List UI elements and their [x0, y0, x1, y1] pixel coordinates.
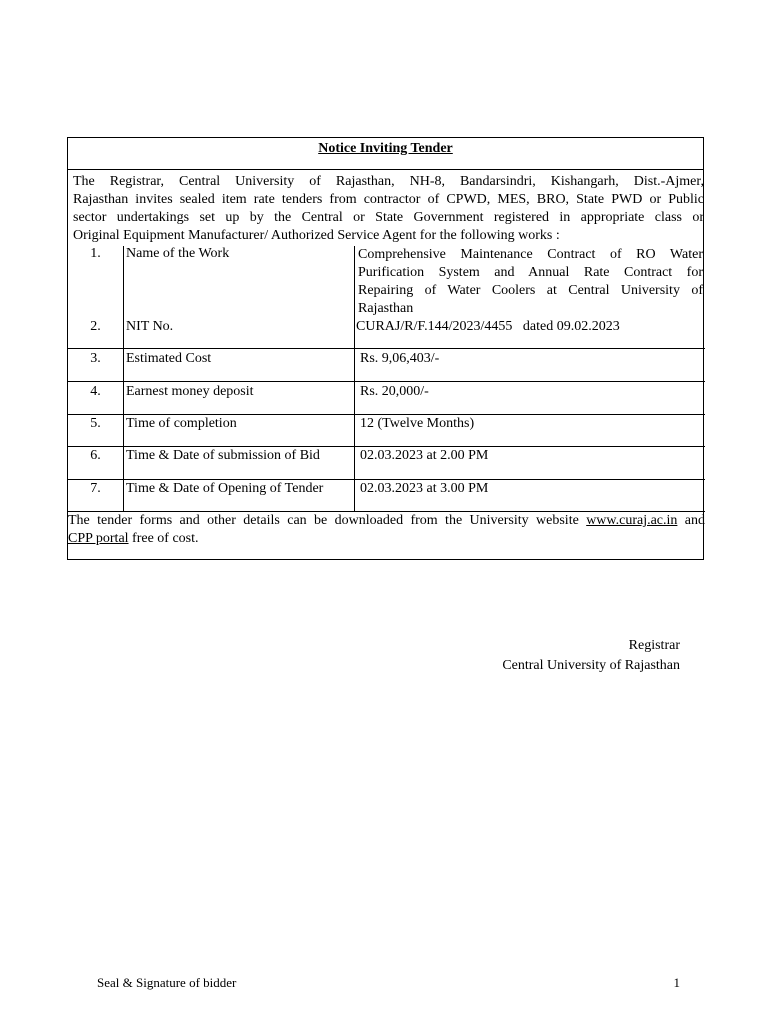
item-label: Time & Date of Opening of Tender — [126, 481, 324, 496]
intro-paragraph — [73, 173, 704, 245]
intro-line: Rajasthan invites sealed item rate tenders from contractor of CPWD, MES, BRO, State PWD or Public — [73, 192, 704, 207]
notice-title: Notice Inviting Tender — [68, 138, 703, 170]
row-divider — [68, 414, 705, 415]
item-number: 7. — [90, 481, 101, 496]
item-label: Name of the Work — [126, 246, 230, 261]
item-value — [358, 246, 703, 318]
footer-text-and: and — [677, 513, 706, 528]
seal-signature-label: Seal & Signature of bidder — [97, 975, 237, 990]
footer-line — [68, 512, 705, 530]
row-divider — [68, 348, 705, 349]
row-divider — [68, 381, 705, 382]
item-value-line: Comprehensive Maintenance Contract of RO Water — [358, 247, 703, 262]
item-value: 12 (Twelve Months) — [360, 416, 475, 431]
row-divider — [68, 479, 705, 480]
item-label: Estimated Cost — [126, 351, 212, 366]
footer-text-end: free of cost. — [128, 531, 199, 546]
footer-line — [68, 530, 705, 548]
item-label: NIT No. — [126, 319, 174, 334]
website-link[interactable]: www.curaj.ac.in — [586, 513, 678, 528]
column-divider — [123, 246, 124, 511]
footer-paragraph — [68, 512, 705, 548]
signatory-organization: Central University of Rajasthan — [502, 658, 680, 673]
item-value: Rs. 20,000/- — [360, 384, 429, 399]
item-number: 4. — [90, 384, 101, 399]
item-value-line: Repairing of Water Coolers at Central University of — [358, 283, 703, 298]
item-value: 02.03.2023 at 3.00 PM — [360, 481, 489, 496]
item-value: CURAJ/R/F.144/2023/4455 dated 09.02.2023 — [356, 319, 620, 334]
item-label: Time of completion — [126, 416, 237, 431]
intro-line: The Registrar, Central University of Rajasthan, NH-8, Bandarsindri, Kishangarh, Dist.-Ajmer, — [73, 174, 704, 189]
item-number: 3. — [90, 351, 101, 366]
cpp-portal-link[interactable]: CPP portal — [68, 531, 129, 546]
item-value: 02.03.2023 at 2.00 PM — [360, 448, 489, 463]
column-divider — [354, 246, 355, 511]
row-divider — [68, 446, 705, 447]
notice-box — [67, 137, 704, 560]
item-label: Earnest money deposit — [126, 384, 254, 399]
page-number: 1 — [673, 975, 680, 990]
item-value: Rs. 9,06,403/- — [360, 351, 440, 366]
footer-text-start: The tender forms and other details can be downloaded from the University website — [68, 513, 587, 528]
signatory-designation: Registrar — [628, 638, 680, 653]
signature-block — [502, 636, 680, 676]
item-value-line: Purification System and Annual Rate Contract for — [358, 265, 703, 280]
item-number: 2. — [90, 319, 101, 334]
item-number: 1. — [90, 246, 101, 261]
item-number: 5. — [90, 416, 101, 431]
intro-line: Original Equipment Manufacturer/ Authorized Service Agent for the following works : — [73, 228, 560, 243]
intro-line: sector undertakings set up by the Central or State Government registered in appropriate class or — [73, 210, 704, 225]
item-label: Time & Date of submission of Bid — [126, 448, 320, 463]
item-value-line: Rajasthan — [358, 301, 414, 316]
item-number: 6. — [90, 448, 101, 463]
